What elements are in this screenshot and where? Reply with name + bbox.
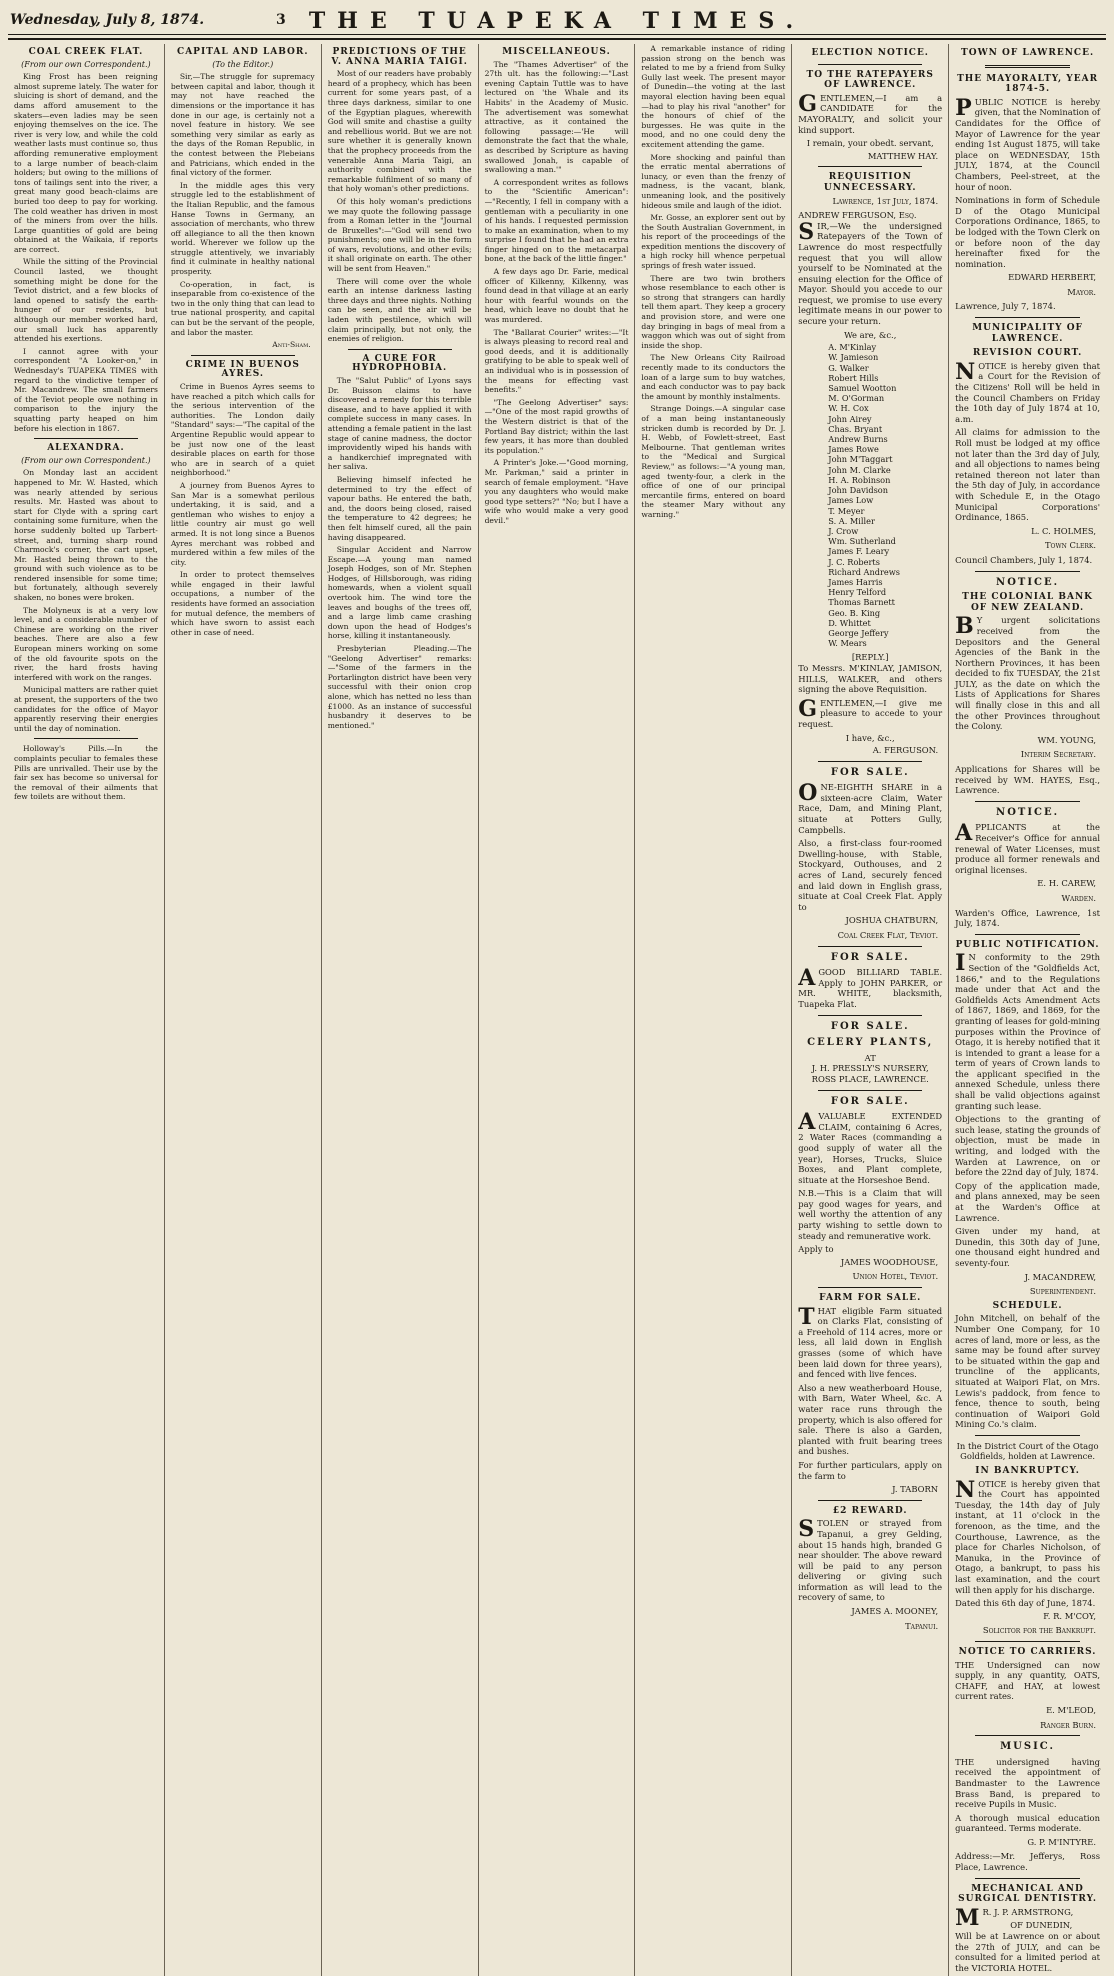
ad-text: A thorough musical education guaranteed. Terms moderate. xyxy=(955,1812,1100,1834)
signature: A. FERGUSON. xyxy=(872,745,939,756)
drop-cap: G xyxy=(798,695,818,722)
signature: JAMES WOODHOUSE, xyxy=(840,1256,939,1267)
ad-heading: FOR SALE. xyxy=(830,766,910,778)
ad-heading: [REPLY.] xyxy=(851,652,889,663)
drop-cap: O xyxy=(798,780,818,807)
ad-text: GENTLEMEN,—I am a CANDIDATE for the MAYORALTY, and solicit your kind support. xyxy=(798,90,943,135)
divider xyxy=(975,1735,1080,1736)
paragraph: Mr. Gosse, an explorer sent out by the South Australian Government, in his report of the proceedings of the expedition mentions the discovery of a high rocky hill whence perpetual springs of fresh water issued. xyxy=(641,213,786,271)
signature: E. H. CAREW, xyxy=(1037,878,1096,889)
newspaper-title: THE TUAPEKA TIMES. xyxy=(308,8,806,34)
headline: PREDICTIONS OF THE V. ANNA MARIA TAIGI. xyxy=(331,47,468,67)
date-line: Lawrence, 1st July, 1874. xyxy=(832,195,939,206)
divider xyxy=(975,801,1080,802)
ad-text: John Mitchell, on behalf of the Number One Company, for 10 acres of land, more or less, as the same may be found after survey to be situated within the gap and truncline of the applicants, situated at Waipori Flat, on Mrs. Lewis's paddock, from fence to fence, thence to south, being continuation of Waipori Gold Mining Co.'s claim. xyxy=(955,1313,1100,1430)
ad-heading: FOR SALE. xyxy=(830,951,910,963)
column-3 xyxy=(322,44,479,1976)
headline: MISCELLANEOUS. xyxy=(502,47,611,57)
drop-cap: S xyxy=(798,218,815,245)
byline: (To the Editor.) xyxy=(212,59,274,69)
column-7-notices xyxy=(949,44,1106,1976)
ad-text: Applications for Shares will be received by WM. HAYES, Esq., Lawrence. xyxy=(955,764,1100,796)
list-item: Chas. Bryant xyxy=(828,423,883,434)
addressee: ANDREW FERGUSON, Esq. xyxy=(798,210,917,221)
signature: E. M'LEOD, xyxy=(1046,1704,1096,1715)
role: Ranger Burn. xyxy=(1040,1719,1096,1730)
headline: A CURE FOR HYDROPHOBIA. xyxy=(352,353,448,374)
address: Tapanui. xyxy=(905,1620,939,1631)
list-item: Wm. Sutherland xyxy=(828,536,896,547)
ad-heading: THE MAYORALTY, YEAR 1874-5. xyxy=(957,73,1099,95)
drop-cap: M xyxy=(955,1904,980,1931)
ad-text: NOTICE is hereby given that a Court for the Revision of the Citizens' Roll will be held in the Council Chambers on Friday the 10th day of July 1874 at 10, a.m. xyxy=(955,358,1100,424)
headline: CAPITAL AND LABOR. xyxy=(177,47,309,57)
list-item: S. A. Miller xyxy=(828,515,875,526)
list-item: Thomas Barnett xyxy=(828,597,895,608)
ad-heading: NOTICE TO CARRIERS. xyxy=(958,1646,1097,1657)
drop-cap: A xyxy=(955,820,973,847)
paragraph: Sir,—The struggle for supremacy between capital and labor, though it may not have reached the dimensions or the importance it has done in our age, is certainly not a novel feature in history. We see something very similar as early as the days of the Roman Republic, in the contest between the Plebeians and Patricians, which ended in the final victory of the former. xyxy=(170,72,315,178)
divider xyxy=(975,571,1080,572)
signature: J. MACANDREW, xyxy=(1024,1271,1096,1282)
drop-cap: I xyxy=(955,950,966,977)
list-item: J. C. Roberts xyxy=(828,556,880,567)
divider xyxy=(818,1090,922,1091)
headline: COAL CREEK FLAT. xyxy=(28,47,144,57)
list-item: T. Meyer xyxy=(828,505,865,516)
paragraph: King Frost has been reigning almost supreme lately. The water for sluicing is short of demand, and the dams afford amusement to the skaters—even ladies may be seen enjoying themselves on the ice. The river is very low, and while the cold weather lasts must continue so, thus affording remunerative employment to a large number of beach-claim holders; but owing to the millions of tons of tailings sent into the river, a great many good beach-claims are buried too deep to pay for working. The cold weather has driven in most of the miners from over the hills. Large quantities of gold are being obtained at the Waikaia, if reports are correct. xyxy=(14,72,158,254)
list-item: Richard Andrews xyxy=(828,566,900,577)
list-item: Robert Hills xyxy=(828,372,879,383)
ad-text: AT xyxy=(864,1052,876,1063)
list-item: John M. Clarke xyxy=(828,464,891,475)
ad-text: Copy of the application made, and plans annexed, may be seen at the Warden's Office at Lawrence. xyxy=(955,1180,1100,1223)
ad-text: We are, &c., xyxy=(844,329,897,340)
paragraph: There are two twin brothers whose resemblance to each other is so strong that strangers can hardly tell them apart. They keep a grocery and provision store, and were one day bringing in bags of meal from a waggon which was out of sight from inside the shop. xyxy=(641,273,786,350)
paragraph: The New Orleans City Railroad recently made to its conductors the loan of a large sum to buy watches, and each conductor was to pay back the amount by monthly instalments. xyxy=(641,353,786,401)
divider xyxy=(818,1500,922,1501)
signature: MATTHEW HAY. xyxy=(867,150,939,161)
headline: ALEXANDRA. xyxy=(47,443,125,454)
list-item: W. H. Cox xyxy=(828,403,869,414)
ad-text: STOLEN or strayed from Tapanui, a grey Gelding, about 15 hands high, branded G near shoulder. The above reward will be paid to any person delivering or giving such information as will lead to the recovery of same, to xyxy=(798,1516,943,1603)
columns xyxy=(8,44,1106,1973)
address: Coal Creek Flat, Teviot. xyxy=(837,930,939,940)
paragraph: Believing himself infected he determined to try the effect of vapour baths. He entered the bath, and, the doors being closed, raised the temperature to 42 degrees; he then felt himself cured, all the pain having disappeared. xyxy=(327,474,472,542)
paragraph: Presbyterian Pleading.—The "Geelong Advertiser" remarks:—"Some of the farmers in the Portarlington district have been very successful with their onion crop alone, which has netted no less than £1000. As an instance of successful husbandry it deserves to be mentioned." xyxy=(327,644,472,730)
ad-text: NOTICE is hereby given that the Court has appointed Tuesday, the 14th day of July instant, at 11 o'clock in the forenoon, as the time, and the Courthouse, Lawrence, as the place for Charles Nicholson, of Manuka, in the Province of Otago, a bankrupt, to pass his last examination, and the court will then apply for his discharge. xyxy=(955,1476,1100,1595)
ad-heading: FOR SALE. xyxy=(830,1020,910,1032)
divider xyxy=(975,1641,1080,1642)
ad-text: SIR,—We the undersigned Ratepayers of the Town of Lawrence do most respectfully request that you will allow yourself to be Nominated at the ensuing election for the Office of Mayor. Should you accede to our request, we promise to use every legitimate means in our power to secure your return. xyxy=(798,218,943,327)
ad-text: PUBLIC NOTICE is hereby given, that the Nomination of Candidates for the Office of Mayor of Lawrence for the year ending 1st August 1875, will take place on WEDNESDAY, 15th JULY, 1874, at the Council Chambers, Peel-street, at the hour of noon. xyxy=(955,94,1100,192)
list-item: John M'Taggart xyxy=(828,454,893,465)
paragraph: Strange Doings.—A singular case of a man being instantaneously stricken dumb is recorded by Dr. J. H. Webb, of Fowlett-street, East Melbourne. That gentleman writes to the "Medical and Surgical Review," as follows:—"A young man, aged twenty-four, a clerk in the office of one of our principal mercantile firms, entered on board the steamer Mary without any warning." xyxy=(641,404,786,519)
paragraph: On Monday last an accident happened to Mr. W. Hasted, which was nearly attended by serious results. Mr. Hasted was about to start for Clyde with a spring cart containing some furniture, when the horse suddenly bolted up Tarbert-street, and, turning sharp round Charmock's corner, the cart upset, Mr. Hasted being thrown to the ground with such violence as to be rendered insensible for some time; but fortunately, although severely shaken, no bones were broken. xyxy=(14,468,158,603)
page-number: 3 xyxy=(276,12,286,28)
signature: WM. YOUNG, xyxy=(1037,734,1096,745)
ad-heading: IN BANKRUPTCY. xyxy=(975,1466,1080,1477)
list-item: W. Mears xyxy=(828,638,867,649)
ad-text: Apply to xyxy=(798,1244,834,1255)
list-item: A. M'Kinlay xyxy=(828,342,877,353)
ad-text: B Y urgent solicitations received from the Depositors and the General Agencies of the Bank in the Northern Provinces, it has been decided to fix TUESDAY, the 21st JULY, as the date on which the Lists of Applications for Shares will finally close in this and all the other Provinces throughout the Colony. xyxy=(955,613,1100,732)
divider xyxy=(818,1015,922,1016)
divider xyxy=(975,934,1080,935)
ad-text: I have, &c., xyxy=(845,732,895,743)
list-item: James Low xyxy=(828,495,874,506)
ad-text: To Messrs. M'KINLAY, JAMISON, HILLS, WALKER, and others signing the above Requisition. xyxy=(798,662,943,695)
role: Town Clerk. xyxy=(1044,540,1096,551)
column-4 xyxy=(479,44,636,1976)
ad-text: Will be at Lawrence on or about the 27th of JULY, and can be consulted for a limited period at the VICTORIA HOTEL. xyxy=(955,1931,1100,1973)
column-5 xyxy=(635,44,792,1976)
ad-heading: TOWN OF LAWRENCE. xyxy=(961,48,1095,58)
ad-heading: £2 REWARD. xyxy=(832,1505,908,1516)
paragraph: The "Thames Advertiser" of the 27th ult. has the following:—"Last evening Captain Tuttle was to have lectured on 'the Whale and its Habits' in the Academy of Music. The advertisement was somewhat attractive, as it contained the following passage:—'He will demonstrate the fact that the whale, as described by Scripture as having swallowed Jonah, is capable of swallowing a man.'" xyxy=(484,59,629,175)
signature: EDWARD HERBERT, xyxy=(1008,272,1096,283)
ad-text: THAT eligible Farm situated on Clarks Flat, consisting of a Freehold of 114 acres, more or less, all laid down in English grasses (some of which have been laid down for three years), and fenced with live fences. xyxy=(798,1303,943,1380)
list-item: W. Jamieson xyxy=(828,352,879,363)
paragraph: More shocking and painful than the erratic mental aberrations of lunacy, or even than the frenzy of madness, is the vacant, blank, unmeaning look, and the positively hideous smile and laugh of the idiot. xyxy=(641,152,786,210)
paragraph: There will come over the whole earth an intense darkness lasting three days and three nights. Nothing can be seen, and the air will be laden with pestilence, which will claim principally, but not only, the enemies of religion. xyxy=(327,276,472,344)
paragraph: Municipal matters are rather quiet at present, the supporters of the two candidates for the office of Mayor apparently reserving their energies until the day of nomination. xyxy=(14,685,158,733)
ad-text: I remain, your obedt. servant, xyxy=(806,138,934,149)
list-item: James Rowe xyxy=(828,444,879,455)
ad-text: ONE-EIGHTH SHARE in a sixteen-acre Claim, Water Race, Dam, and Mining Plant, situate at Potters Gully, Campbells. xyxy=(798,780,943,835)
role: Warden. xyxy=(1061,892,1096,903)
list-item: Andrew Burns xyxy=(828,434,888,445)
ad-text: THE Undersigned can now supply, in any quantity, OATS, CHAFF, and HAY, at lowest current rates. xyxy=(955,1659,1100,1702)
signature: L. C. HOLMES, xyxy=(1031,525,1096,536)
drop-cap: N xyxy=(955,1476,976,1503)
ad-heading: NOTICE. xyxy=(996,806,1060,818)
date-line: Council Chambers, July 1, 1874. xyxy=(955,554,1093,565)
paragraph: The Molyneux is at a very low level, and a considerable number of Chinese are working on the river beaches. There are also a few European miners working on some of the old favourite spots on the river, the hard frosts having interfered with work on the ranges. xyxy=(14,605,158,682)
drop-cap: A xyxy=(798,1109,816,1136)
ad-heading: NOTICE. xyxy=(996,576,1060,588)
divider xyxy=(34,738,138,739)
drop-cap: P xyxy=(955,94,972,121)
list-item: Geo. B. King xyxy=(828,607,881,618)
paragraph: A journey from Buenos Ayres to San Mar is a somewhat perilous undertaking, it is said, and a gentleman who wishes to enjoy a little country air must go well armed. It is not long since a Buenos Ayres merchant was robbed and murdered within a few miles of the city. xyxy=(170,480,315,567)
address: Union Hotel, Teviot. xyxy=(852,1271,939,1282)
divider xyxy=(818,1287,922,1288)
divider xyxy=(818,166,922,167)
list-item: G. Walker xyxy=(828,362,869,373)
ad-text: Also, a first-class four-roomed Dwelling-house, with Stable, Stockyard, Outhouses, and 2 acres of Land, securely fenced and laid down in English grass, situate at Coal Creek Flat. Apply to xyxy=(798,838,943,912)
paragraph: Holloway's Pills.—In the complaints peculiar to females these Pills are unrivalled. Their use by the fair sex has become so universal for the removal of their ailments that few toilets are without them. xyxy=(14,744,158,802)
ad-heading: FOR SALE. xyxy=(830,1095,910,1107)
paragraph: In order to protect themselves while engaged in their lawful occupations, a number of the residents have formed an association for mutual defence, the members of which have sworn to assist each other in case of need. xyxy=(170,570,315,637)
list-item: John Airey xyxy=(828,413,872,424)
drop-cap: G xyxy=(798,90,818,117)
ad-text: Objections to the granting of such lease, stating the grounds of objection, must be made in writing, and lodged with the Warden at Lawrence, on or before the 22nd day of July, 1874. xyxy=(955,1114,1100,1178)
ad-text: AVALUABLE EXTENDED CLAIM, containing 6 Acres, 2 Water Races (commanding a good supply of water all the year), Horses, Trucks, Sluice Boxes, and Plant complete, situate at the Horseshoe Bend. xyxy=(798,1109,943,1185)
date-line: Lawrence, July 7, 1874. xyxy=(955,301,1056,312)
divider xyxy=(191,355,295,356)
ad-heading: THE COLONIAL BANK OF NEW ZEALAND. xyxy=(962,592,1094,613)
signature: JAMES A. MOONEY, xyxy=(851,1606,939,1617)
divider xyxy=(348,349,452,350)
ad-text: N.B.—This is a Claim that will pay good wages for years, and well worthy the attention of any party wishing to settle down to steady and remunerative work. xyxy=(798,1188,943,1241)
drop-cap: B xyxy=(955,613,974,640)
list-item: D. Whittet xyxy=(828,617,871,628)
divider xyxy=(818,761,922,762)
paragraph: "The Geelong Advertiser" says:—"One of the most rapid growths of the Western district is that of the Portland Bay district; within the last few years, it has more than doubled its population." xyxy=(484,397,629,455)
ad-heading: CELERY PLANTS, xyxy=(807,1037,934,1049)
paragraph: A few days ago Dr. Farie, medical officer of Kilkenny, Kilkenny, was found dead in that village at an early hour with fearful wounds on the head, which leave no doubt that he was murdered. xyxy=(484,267,629,325)
paragraph: The "Salut Public" of Lyons says Dr. Buisson claims to have discovered a remedy for this terrible disease, and to have applied it with complete success in many cases. In attending a female patient in the last stage of canine madness, the doctor improvidently wiped his hands with a handkerchief impregnated with her saliva. xyxy=(327,376,472,472)
ad-heading: PUBLIC NOTIFICATION. xyxy=(955,939,1100,950)
ad-text: AGOOD BILLIARD TABLE. Apply to JOHN PARKER, or MR. WHITE, blacksmith, Tuapeka Flat. xyxy=(798,965,943,1009)
role: Solicitor for the Bankrupt. xyxy=(982,1625,1096,1636)
list-item: Samuel Wootton xyxy=(828,383,897,394)
ad-text: Given under my hand, at Dunedin, this 30th day of June, one thousand eight hundred and seventy-four. xyxy=(955,1226,1100,1268)
list-item: George Jeffery xyxy=(828,627,889,638)
ad-text: APPLICANTS at the Receiver's Office for annual renewal of Water Licenses, must produce all former renewals and original licenses. xyxy=(955,820,1100,875)
drop-cap: N xyxy=(955,358,976,385)
signature: Anti-Sham. xyxy=(272,340,311,350)
signature: JOSHUA CHATBURN, xyxy=(845,915,939,926)
drop-cap: T xyxy=(798,1303,815,1330)
address: ROSS PLACE, LAWRENCE. xyxy=(811,1073,929,1084)
divider xyxy=(975,1878,1080,1879)
paragraph: Most of our readers have probably heard of a prophecy, which has been current for some years past, of a three days darkness, similar to one of the Egyptian plagues, wherewith God will smite and chastise a guilty and rebellious world. But we are not sure whether it is generally known that the prophecy proceeds from the venerable Anna Maria Taigi, an authority combined with the remarkable fulfilment of so many of that holy woman's other predictions. xyxy=(327,69,472,194)
ad-text: In the District Court of the Otago Goldfields, holden at Lawrence. xyxy=(956,1440,1099,1462)
column-6-advertisements xyxy=(792,44,949,1976)
divider xyxy=(985,65,1070,68)
paragraph: A remarkable instance of riding passion strong on the bench was related to me by a friend from Sulky Gully last week. The present mayor of Dunedin—the voting at the last mayoral election having been equal—had to play his rival "another" for the honours of chief of the burgesses. He was quite in the mood, and no one could deny the excitement attending the game. xyxy=(641,44,786,149)
paragraph: While the sitting of the Provincial Council lasted, we thought something might be done for the Teviot district, and a few blocks of land opened to satisfy the earth-hunger of our residents, but although our member worked hard, our small luck has apparently attended his exertions. xyxy=(14,257,158,344)
ad-text: THE undersigned having received the appointment of Bandmaster to the Lawrence Brass Band, is prepared to receive Pupils in Music. xyxy=(955,1756,1100,1810)
issue-date: Wednesday, July 8, 1874. xyxy=(10,12,205,28)
signature: F. R. M'COY, xyxy=(1043,1610,1096,1621)
drop-cap: S xyxy=(798,1516,815,1543)
divider xyxy=(34,438,138,439)
paragraph: Crime in Buenos Ayres seems to have reached a pitch which calls for the serious intervention of the authorities. The London daily "Standard" says:—"The capital of the Argentine Republic would appear to be just now one of the least desirable places on earth for those who are in search of a quiet neighborhood." xyxy=(170,382,315,478)
list-item: M. O'Gorman xyxy=(828,393,885,404)
ad-text: Also a new weatherboard House, with Barn, Water Wheel, &c. A water race runs through the property, which is also offered for sale. There is also a Garden, planted with fruit bearing trees and bushes. xyxy=(798,1382,943,1457)
ad-text: M R. J. P. ARMSTRONG, xyxy=(955,1904,1074,1931)
paragraph: In the middle ages this very struggle led to the establishment of the Italian Republic, and the famous Hanse Towns in Germany, an association of merchants, who threw off allegiance to all the then known world. Wherever we follow up the struggle attentively, we invariably find it culminate in healthy national prosperity. xyxy=(170,180,315,277)
ad-heading: FARM FOR SALE. xyxy=(819,1293,922,1304)
role: Mayor. xyxy=(1067,286,1096,297)
drop-cap: A xyxy=(798,965,816,992)
ad-text: I N conformity to the 29th Section of the "Goldfields Act, 1866," and to the Regulations made under that Act and the Goldfields Acts Amendment Acts of 1867, 1869, and 1869, for the granting of leases for gold-mining purposes within the Province of Otago, it is hereby notified that it is intended to grant a lease for a term of years of Crown lands to the applicant specified in the annexed Schedule, unless there shall be valid objections against granting such lease. xyxy=(955,950,1100,1111)
ad-heading: MECHANICAL AND SURGICAL DENTISTRY. xyxy=(958,1883,1098,1905)
divider xyxy=(818,64,922,65)
masthead xyxy=(8,4,1106,40)
ad-heading: ELECTION NOTICE. xyxy=(811,48,929,58)
paragraph: A correspondent writes as follows to the "Scientific American":—"Recently, I fell in company with a gentleman with a peculiarity in one of his hands. I requested permission to make an examination, when to my surprise I found that he had an extra finger hinged on to the metacarpal bone, at the back of the little finger." xyxy=(484,177,629,264)
ad-heading: MUNICIPALITY OF LAWRENCE. xyxy=(972,323,1083,344)
ad-heading: TO THE RATEPAYERS OF LAWRENCE. xyxy=(806,69,934,91)
list-item: J. Crow xyxy=(828,525,859,536)
column-1 xyxy=(8,44,165,1976)
ad-heading: SCHEDULE. xyxy=(992,1300,1063,1311)
ad-text: Address:—Mr. Jefferys, Ross Place, Lawrence. xyxy=(955,1851,1100,1873)
headline: CRIME IN BUENOS AYRES. xyxy=(185,359,300,380)
divider xyxy=(818,946,922,947)
list-item: James F. Leary xyxy=(828,546,890,557)
ad-text: Nominations in form of Schedule D of the Otago Municipal Corporations Ordinance, 1865, to be lodged with the Town Clerk on or before noon of the day hereinafter fixed for the nomination. xyxy=(955,195,1100,269)
divider xyxy=(975,1435,1080,1436)
divider xyxy=(975,317,1080,318)
paragraph: A Printer's Joke.—"Good morning, Mr. Parkman," said a printer in search of female employment. "Have you any daughters who would make good type setters?" "No; but I have a wife who would make a very good devil." xyxy=(484,458,629,525)
signature: J. TABORN xyxy=(892,1484,939,1495)
date-line: Dated this 6th day of June, 1874. xyxy=(955,1598,1096,1609)
paragraph: The "Ballarat Courier" writes:—"It is always pleasing to record real and good deeds, and it is additionally gratifying to be able to speak well of an individual who is in possession of the means for effecting vast benefits." xyxy=(484,327,629,395)
paragraph: Of this holy woman's predictions we may quote the following passage from a Roman letter in the "Journal de Bruxelles":—"God will send two punishments; one will be in the form of wars, revolutions, and other evils; it shall originate on earth. The other will be sent from Heaven." xyxy=(327,196,472,274)
ad-heading: REVISION COURT. xyxy=(972,348,1083,359)
ad-heading: REQUISITION UNNECESSARY. xyxy=(823,172,917,193)
date-line: Warden's Office, Lawrence, 1st July, 1874. xyxy=(955,907,1100,929)
signature: G. P. M'INTYRE. xyxy=(1027,1836,1096,1847)
column-2 xyxy=(165,44,322,1976)
ad-text: For further particulars, apply on the farm to xyxy=(798,1459,943,1481)
paragraph: Co-operation, in fact, is inseparable from co-existence of the two in the only thing that can lead to true national prosperity, and capital can but be the servant of the people, and labor the master. xyxy=(170,279,315,337)
list-item: James Harris xyxy=(828,576,883,587)
byline: (From our own Correspondent.) xyxy=(21,59,151,69)
ad-text: GENTLEMEN,—I give me pleasure to accede to your request. xyxy=(798,695,943,729)
ad-text: OF DUNEDIN, xyxy=(1010,1920,1073,1931)
ad-heading: MUSIC. xyxy=(1000,1741,1056,1753)
list-item: John Davidson xyxy=(828,485,888,496)
ad-text: All claims for admission to the Roll must be lodged at my office not later than the 3rd day of July, and all objections to names being retained thereon not later than the 5th day of July, in accordance with Schedule E, in the Otago Municipal Corporations' Ordinance, 1865. xyxy=(955,427,1100,523)
paragraph: Singular Accident and Narrow Escape.—A young man named Joseph Hodges, son of Mr. Stephen Hodges, of Hillsborough, was riding homewards, when a violent squall overtook him. The wind tore the leaves and boughs of the trees off, and a large limb came crashing down upon the head of Hodges's horse, killing it instantaneously. xyxy=(327,545,472,641)
signatories-list xyxy=(828,342,942,648)
role: Interim Secretary. xyxy=(1020,749,1096,760)
role: Superintendent. xyxy=(1029,1286,1096,1297)
list-item: Henry Telford xyxy=(828,587,887,598)
ad-text: J. H. PRESSLY'S NURSERY, xyxy=(811,1063,929,1074)
paragraph: I cannot agree with your correspondent "A Looker-on," in Wednesday's TUAPEKA TIMES with regard to the vindictive temper of Mr. Macandrew. The small farmers of the Teviot people owe nothing in comparison to the injury the squatting party heaped on him before his election in 1867. xyxy=(14,346,158,433)
list-item: H. A. Robinson xyxy=(828,474,891,485)
byline: (From our own Correspondent.) xyxy=(21,455,151,465)
